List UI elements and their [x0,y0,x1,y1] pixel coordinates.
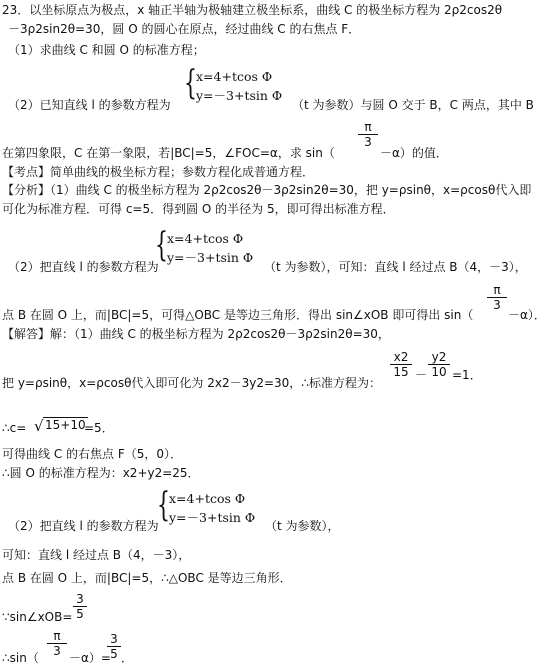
c-prefix: ∴c= [2,421,27,435]
fenxi-param-y: y=－3+tsin Φ [167,250,254,265]
jieda-param-brace: { [157,485,170,525]
param-x: x=4+tcos Φ [196,69,273,84]
x2-over-15-fraction: x2 15 [390,350,412,379]
three-fifths-fraction: 3 5 [73,592,87,621]
minus-sign: － [415,368,428,382]
equilateral-line: 点 B 在圆 O 上，而|BC|=5，∴△OBC 是等边三角形． [2,571,292,585]
final-mid: －α）= [69,651,111,665]
sqrt-radicand: 15+10 [45,418,86,432]
jieda-line-1: 【解答】解：（1）曲线 C 的极坐标方程为 2ρ2cos2θ－3ρ2sin2θ=30， [2,327,390,341]
fenxi-param-brace: { [155,225,168,265]
fenxi-line-4: 点 B 在圆 O 上，而|BC|=5，可得△OBC 是等边三角形．得出 sin∠xOB 即可得出 sin（ [2,308,474,322]
question-2-prefix: （2）已知直线 l 的参数方程为 [8,98,171,112]
fenxi-part-2-prefix: （2）把直线 l 的参数方程为 [8,260,159,274]
sin-xob-prefix: ∵sin∠xOB= [2,610,73,624]
final-prefix: ∴sin（ [2,651,39,665]
fenxi-line-1: 【分析】（1）曲线 C 的极坐标方程为 2ρ2cos2θ－3ρ2sin2θ=30，把 y=ρsinθ，x=ρcosθ代入即 [2,183,532,197]
focus-line: 可得曲线 C 的右焦点 F（5，0）． [2,447,182,461]
fenxi-pi-over-3-fraction: π 3 [487,283,507,312]
fenxi-line-4-end: －α）． [508,308,546,322]
sqrt-sign: √ [34,417,44,435]
question-2-line-2-end: －α）的值． [380,146,448,160]
circle-equation: ∴圆 O 的标准方程为：x2+y2=25． [2,466,200,480]
c-suffix: =5． [84,421,114,435]
final-three-fifths-fraction: 3 5 [107,632,121,661]
final-end: ． [121,651,134,665]
fenxi-part-2-suffix: （t 为参数），可知：直线 l 经过点 B（4，－3）， [264,260,527,274]
jieda-line-2: 把 y=ρsinθ，x=ρcosθ代入即可化为 2x2－3y2=30，∴标准方程为： [2,376,381,390]
question-2-line-2: 在第四象限，C 在第一象限，若|BC|=5，∠FOC=α，求 sin（ [2,146,335,160]
y2-over-10-fraction: y2 10 [428,350,450,379]
jieda-part-2-prefix: （2）把直线 l 的参数方程为 [8,519,159,533]
kaodian: 【考点】简单曲线的极坐标方程；参数方程化成普通方程． [2,165,315,179]
line-passes-b: 可知：直线 l 经过点 B（4，－3）， [2,548,191,562]
problem-line-2: －3ρ2sin2θ=30，圆 O 的圆心在原点，经过曲线 C 的右焦点 F． [8,22,361,36]
param-brace: { [184,63,197,103]
jieda-param-y: y=－3+tsin Φ [169,510,256,525]
fenxi-line-2: 可化为标准方程．可得 c=5．得到圆 O 的半径为 5，即可得出标准方程． [2,202,395,216]
pi-over-3-fraction: π 3 [358,120,378,149]
final-pi-over-3-fraction: π 3 [47,629,67,658]
param-y: y=－3+tsin Φ [196,88,283,103]
jieda-part-2-suffix: （t 为参数）， [265,519,340,533]
question-1: （1）求曲线 C 和圆 O 的标准方程； [8,43,205,57]
problem-line-1: 23．以坐标原点为极点，x 轴正半轴为极轴建立极坐标系，曲线 C 的极坐标方程为 2ρ2cos2θ [2,3,503,17]
equals-one: =1． [452,368,482,382]
jieda-param-x: x=4+tcos Φ [169,491,246,506]
question-2-suffix: （t 为参数）与圆 O 交于 B，C 两点，其中 B [292,98,534,112]
fenxi-param-x: x=4+tcos Φ [167,231,244,246]
